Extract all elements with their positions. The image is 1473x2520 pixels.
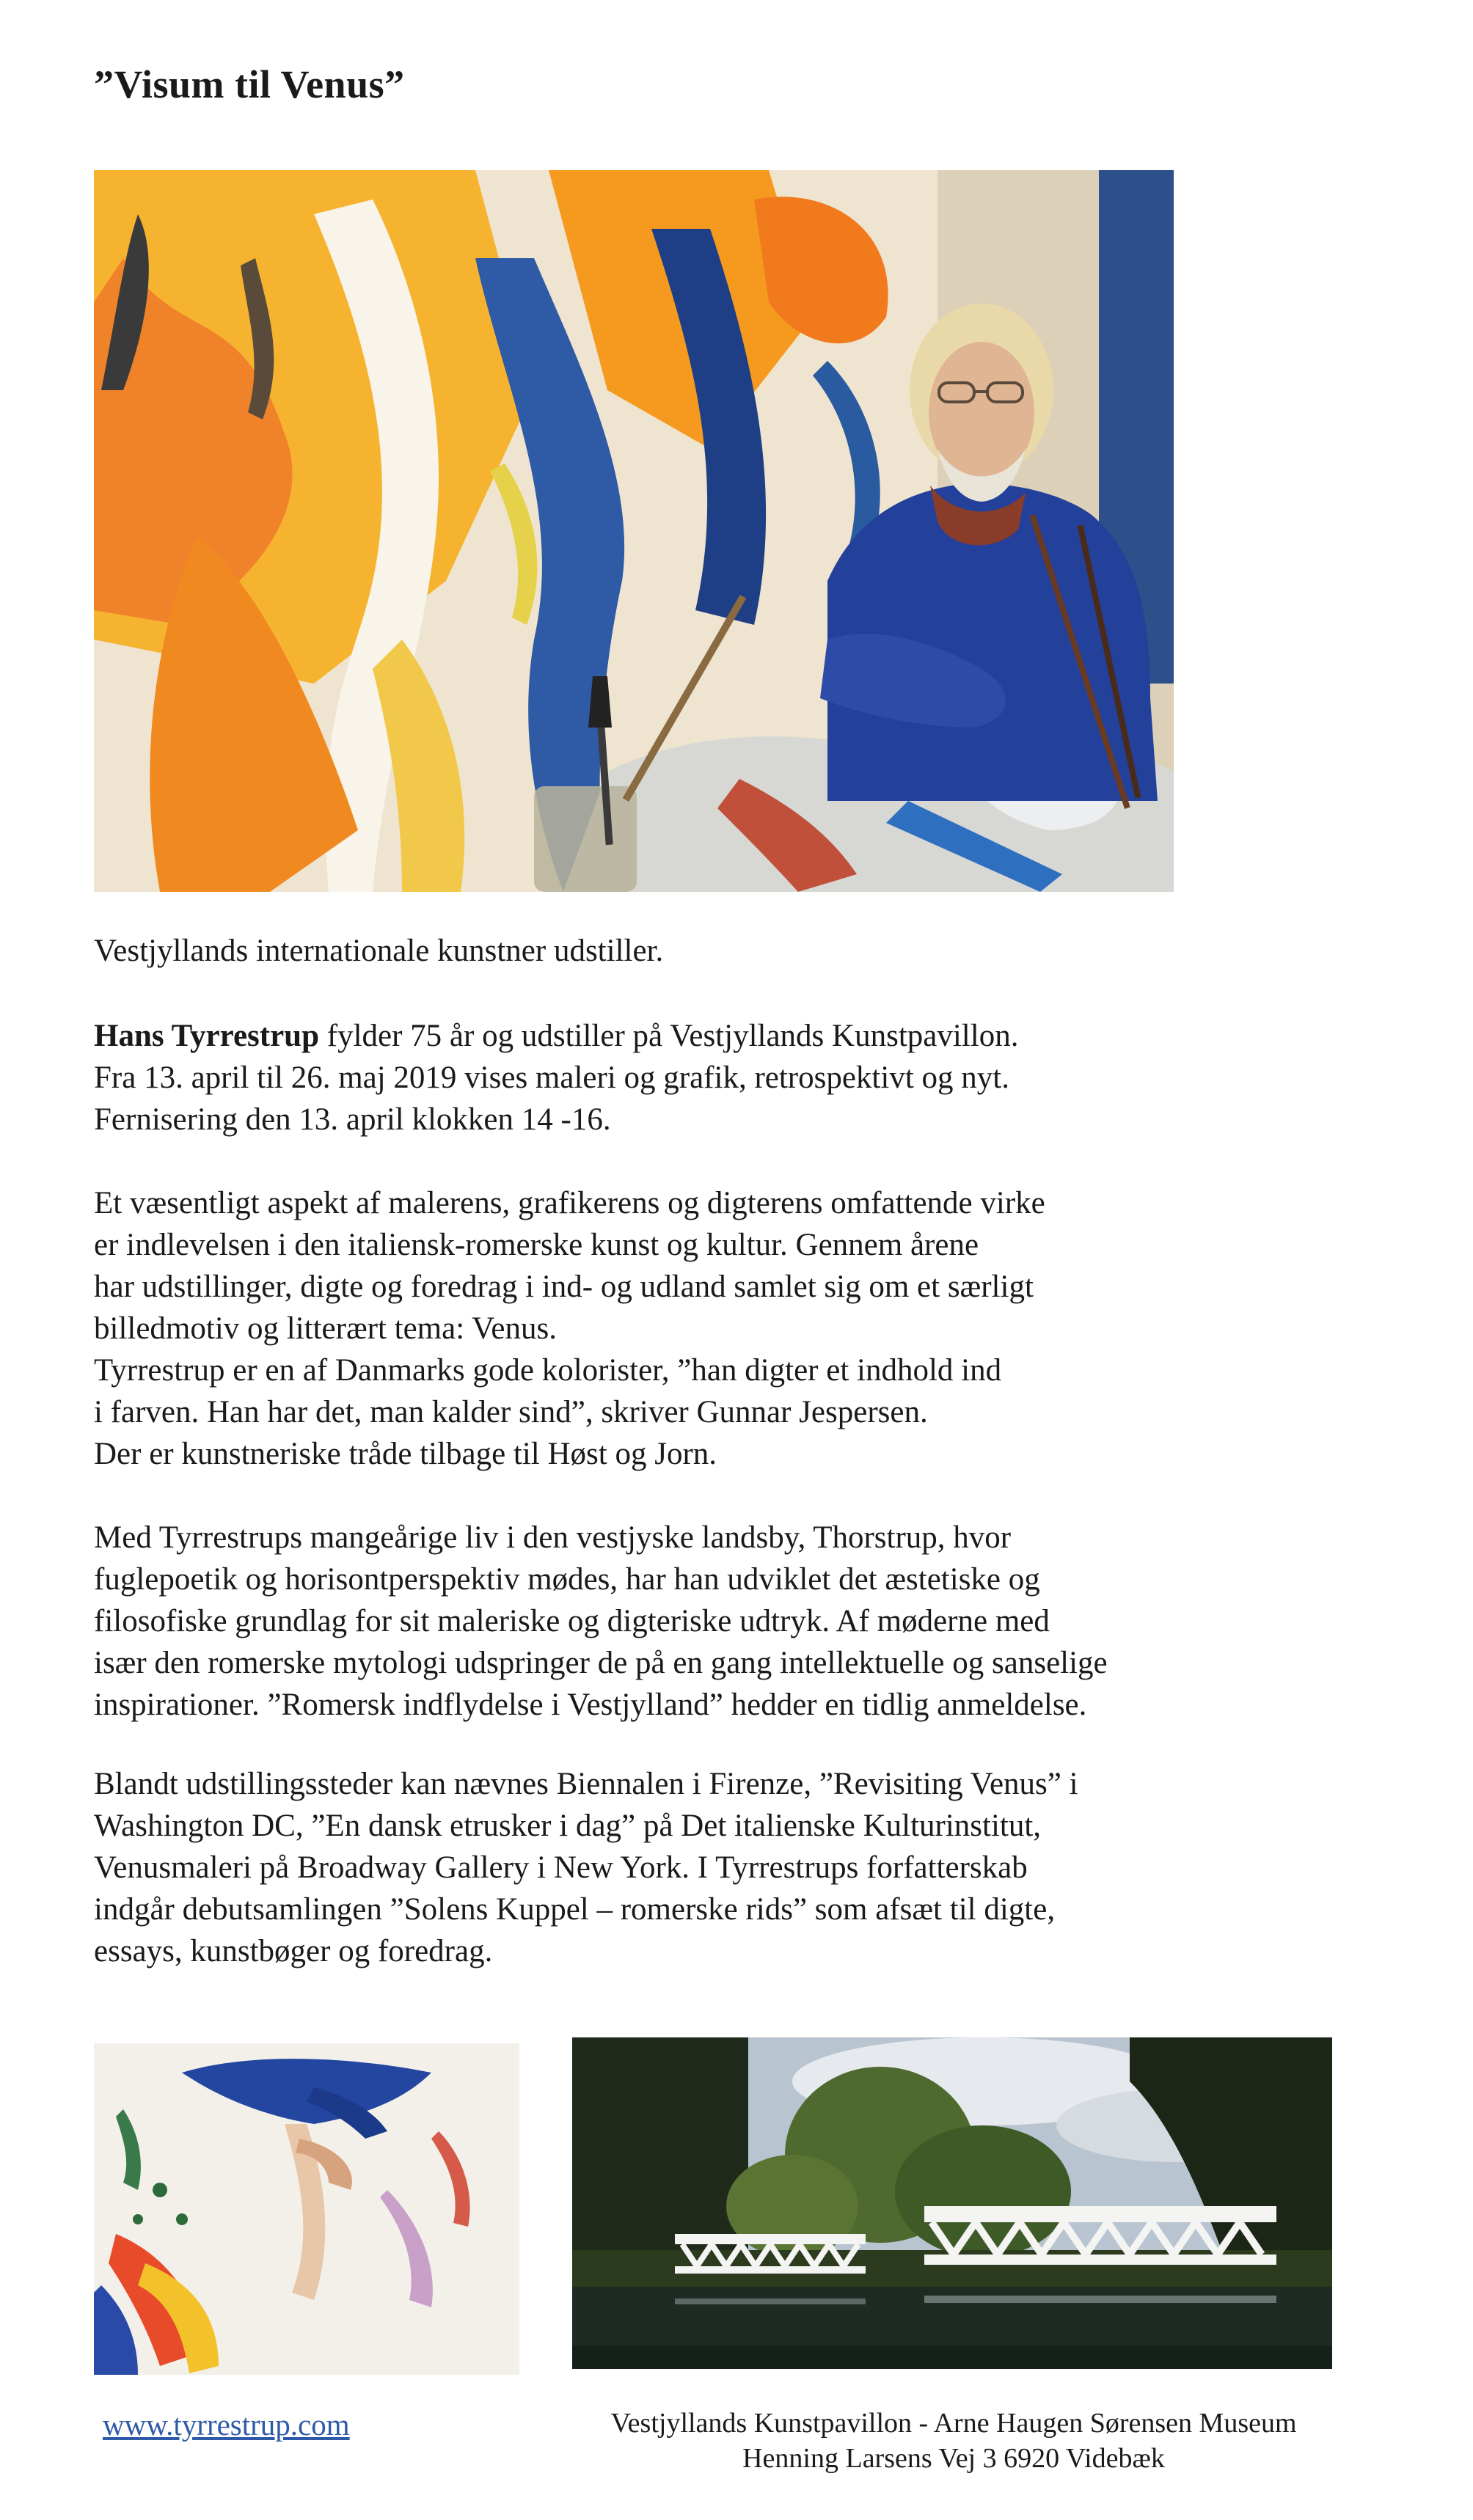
museum-name: Vestjyllands Kunstpavillon - Arne Haugen Sørensen Museum (610, 2408, 1297, 2439)
text-line: filosofiske grundlag for sit maleriske og digteriske udtryk. Af møderne med (94, 1604, 1050, 1638)
text-line: billedmotiv og litterært tema: Venus. (94, 1311, 557, 1346)
exhibition-dates: Fra 13. april til 26. maj 2019 vises maleri og grafik, retrospektivt og nyt. (94, 1061, 1009, 1095)
museum-street: Henning Larsens Vej 3 6920 Videbæk (742, 2443, 1165, 2474)
intro-paragraph: Vestjyllands internationale kunstner udstiller. (94, 934, 664, 968)
text-line: Med Tyrrestrups mangeårige liv i den vestjyske landsby, Thorstrup, hvor (94, 1520, 1012, 1555)
text-line: indgår debutsamlingen ”Solens Kuppel – romerske rids” som afsæt til digte, (94, 1892, 1056, 1927)
background-paragraph (94, 1517, 1400, 1726)
text-line: især den romerske mytologi udspringer de på en gang intellektuelle og sanselige (94, 1646, 1108, 1680)
text-line: i farven. Han har det, man kalder sind”, skriver Gunnar Jespersen. (94, 1395, 928, 1429)
venus-painting-photo (94, 2043, 519, 2375)
exhibition-paragraph (94, 1015, 1400, 1140)
text-line: Venusmaleri på Broadway Gallery i New York. I Tyrrestrups forfatterskab (94, 1850, 1028, 1885)
text-line: fuglepoetik og horisontperspektiv mødes, har han udviklet det æstetiske og (94, 1562, 1040, 1597)
website-link[interactable]: www.tyrrestrup.com (103, 2408, 350, 2442)
text-line: essays, kunstbøger og foredrag. (94, 1934, 493, 1968)
text-line: inspirationer. ”Romersk indflydelse i Vestjylland” hedder en tidlig anmeldelse. (94, 1688, 1087, 1722)
text-line: er indlevelsen i den italiensk-romerske kunst og kultur. Gennem årene (94, 1228, 979, 1262)
text-line: Der er kunstneriske tråde tilbage til Høst og Jorn. (94, 1437, 717, 1471)
artist-name: Hans Tyrrestrup (94, 1019, 320, 1053)
exhibitions-paragraph (94, 1763, 1400, 1972)
exhibition-line-rest: fylder 75 år og udstiller på Vestjyllands Kunstpavillon. (319, 1019, 1019, 1053)
text-line: Blandt udstillingssteder kan nævnes Biennalen i Firenze, ”Revisiting Venus” i (94, 1767, 1078, 1801)
page-title: ”Visum til Venus” (94, 62, 405, 106)
kunstpavillon-photo (572, 2037, 1332, 2369)
museum-address (558, 2406, 1350, 2476)
artist-portrait-photo (94, 170, 1174, 892)
text-line: har udstillinger, digte og foredrag i ind- og udland samlet sig om et særligt (94, 1270, 1034, 1304)
exhibition-line (94, 1015, 1400, 1057)
text-line: Et væsentligt aspekt af malerens, grafikerens og digterens omfattende virke (94, 1186, 1045, 1220)
text-line: Tyrrestrup er en af Danmarks gode kolorister, ”han digter et indhold ind (94, 1353, 1002, 1388)
artist-description-paragraph (94, 1182, 1400, 1475)
text-line: Washington DC, ”En dansk etrusker i dag” på Det italienske Kulturinstitut, (94, 1809, 1042, 1843)
vernissage-line: Fernisering den 13. april klokken 14 -16. (94, 1102, 611, 1137)
